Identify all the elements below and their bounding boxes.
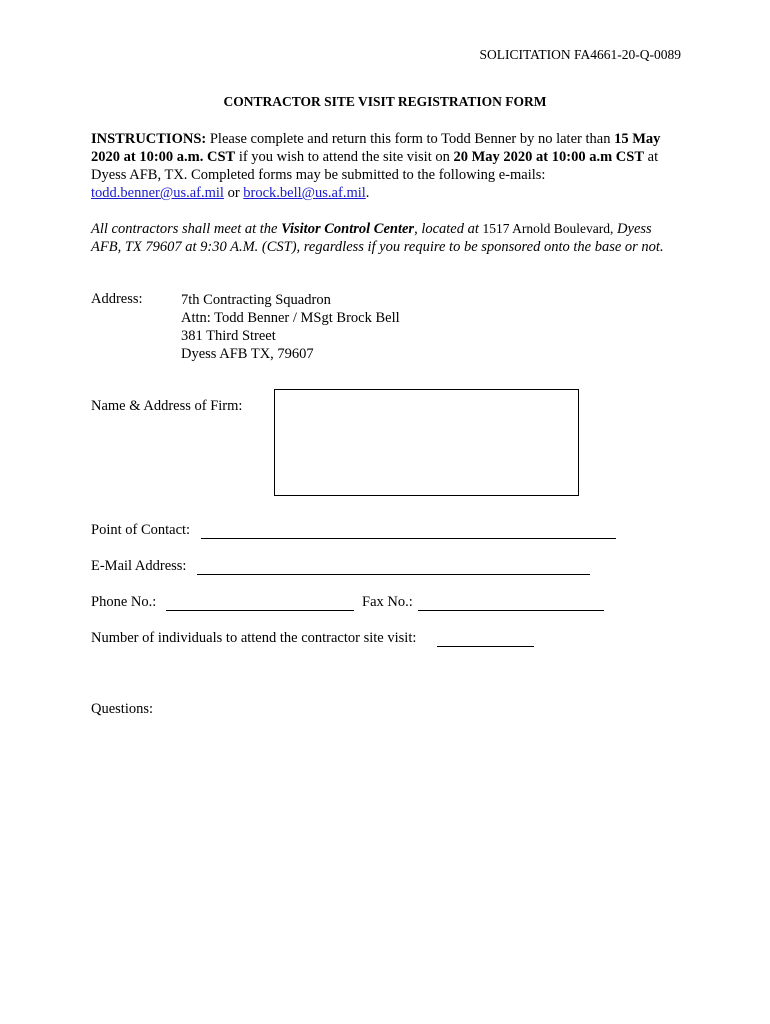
address-block xyxy=(181,291,400,363)
fax-label: Fax No.: xyxy=(362,594,413,610)
attendees-label: Number of individuals to attend the contractor site visit: xyxy=(91,630,417,646)
form-title: CONTRACTOR SITE VISIT REGISTRATION FORM xyxy=(223,94,547,109)
instructions-or: or xyxy=(227,185,240,201)
meeting-note-text-2: , located at xyxy=(414,221,479,237)
email-label: E-Mail Address: xyxy=(91,558,187,574)
meeting-note xyxy=(91,220,681,256)
address-line: 381 Third Street xyxy=(181,328,276,344)
instructions-deadline: 15 May 2020 at 10:00 a.m. CST xyxy=(91,131,661,165)
address-label: Address: xyxy=(91,291,143,307)
instructions-text-3: at Dyess AFB, TX. Completed forms may be submitted to the following e-mails: xyxy=(91,149,659,183)
meeting-note-text-3: Dyess AFB, TX 79607 at 9:30 A.M. (CST), regardless if you require to be sponsored onto the base or not. xyxy=(91,221,664,255)
instructions-text-2: if you wish to attend the site visit on xyxy=(238,149,450,165)
poc-input-line[interactable] xyxy=(201,538,616,539)
phone-label: Phone No.: xyxy=(91,594,157,610)
poc-label: Point of Contact: xyxy=(91,522,191,538)
meeting-note-text-1: All contractors shall meet at the xyxy=(91,221,278,237)
instructions-paragraph xyxy=(91,130,681,202)
meeting-street-address: 1517 Arnold Boulevard, xyxy=(482,221,614,236)
address-line: Dyess AFB TX, 79607 xyxy=(181,346,314,362)
instructions-period: . xyxy=(365,185,370,201)
address-line: 7th Contracting Squadron xyxy=(181,292,331,308)
phone-input-line[interactable] xyxy=(166,610,354,611)
solicitation-number: SOLICITATION FA4661-20-Q-0089 xyxy=(479,47,681,62)
fax-input-line[interactable] xyxy=(418,610,604,611)
instructions-label: INSTRUCTIONS: xyxy=(91,131,207,147)
questions-label: Questions: xyxy=(91,701,154,717)
instructions-text-1: Please complete and return this form to Todd Benner by no later than xyxy=(209,131,611,147)
attendees-input-line[interactable] xyxy=(437,646,534,647)
meeting-location: Visitor Control Center xyxy=(281,221,415,237)
instructions-visit-date: 20 May 2020 at 10:00 a.m CST xyxy=(453,149,645,165)
firm-label: Name & Address of Firm: xyxy=(91,398,243,414)
firm-input-box[interactable] xyxy=(274,389,579,496)
address-line: Attn: Todd Benner / MSgt Brock Bell xyxy=(181,310,400,326)
email-link-brock-bell[interactable]: brock.bell@us.af.mil xyxy=(243,185,366,201)
email-input-line[interactable] xyxy=(197,574,590,575)
email-link-todd-benner[interactable]: todd.benner@us.af.mil xyxy=(91,185,224,201)
